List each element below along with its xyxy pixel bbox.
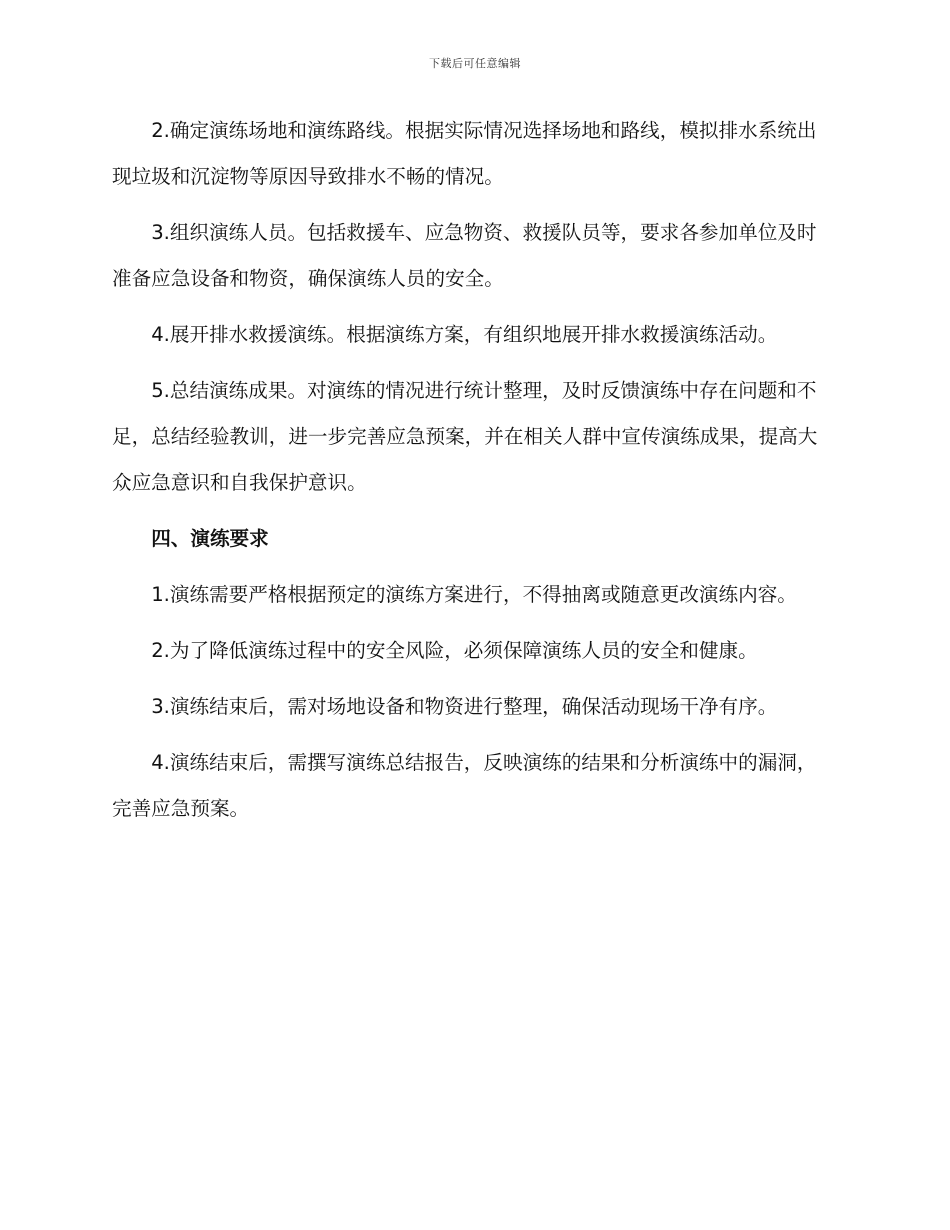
requirement-item-2: 2.为了降低演练过程中的安全风险，必须保障演练人员的安全和健康。 [151,639,758,662]
requirement-item-4: 4.演练结束后，需撰写演练总结报告，反映演练的结果和分析演练中的漏洞，完善应急预案。 [112,751,817,820]
requirement-item-3: 3.演练结束后，需对场地设备和物资进行整理，确保活动现场干净有序。 [151,695,778,718]
page-header: 下载后可任意编辑 [429,57,521,70]
requirement-item-1: 1.演练需要严格根据预定的演练方案进行，不得抽离或随意更改演练内容。 [151,583,797,606]
document-body [112,108,832,842]
paragraph-step-4: 4.展开排水救援演练。根据演练方案，有组织地展开排水救援演练活动。 [151,323,778,346]
paragraph-step-3: 3.组织演练人员。包括救援车、应急物资、救援队员等，要求各参加单位及时准备应急设备和物资，确保演练人员的安全。 [112,221,817,290]
paragraph-step-5: 5.总结演练成果。对演练的情况进行统计整理，及时反馈演练中存在问题和不足，总结经验教训，进一步完善应急预案，并在相关人群中宣传演练成果，提高大众应急意识和自我保护意识。 [112,379,818,494]
paragraph-step-2: 2.确定演练场地和演练路线。根据实际情况选择场地和路线，模拟排水系统出现垃圾和沉淀物等原因导致排水不畅的情况。 [112,119,817,188]
section-heading-requirements: 四、演练要求 [151,527,269,550]
